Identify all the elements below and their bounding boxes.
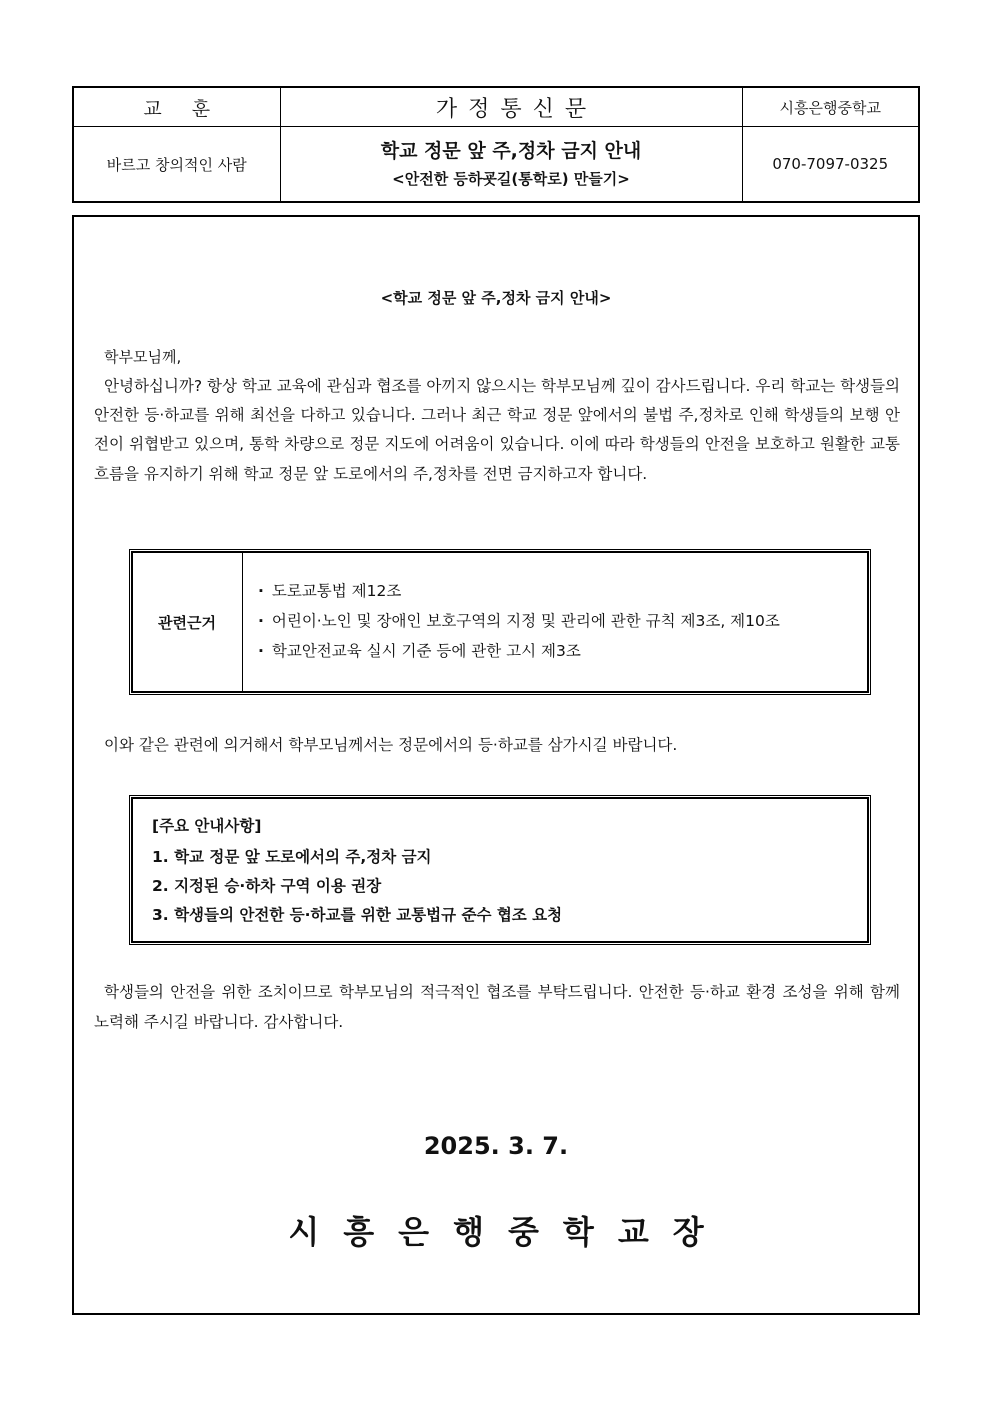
legal-basis-list bbox=[258, 576, 780, 666]
key-notice-item: 2. 지정된 승·하차 구역 이용 권장 bbox=[152, 877, 382, 895]
letter-body bbox=[72, 215, 920, 1315]
school-name: 시흥은행중학교 bbox=[742, 88, 918, 127]
phone-number: 070-7097-0325 bbox=[742, 127, 918, 202]
newsletter-title: 가정통신문 bbox=[280, 88, 742, 127]
legal-basis-item: · 어린이·노인 및 장애인 보호구역의 지정 및 관리에 관한 규칙 제3조, 제10조 bbox=[258, 606, 780, 636]
issue-date: 2025. 3. 7. bbox=[423, 1132, 569, 1160]
legal-basis-item: · 학교안전교육 실시 기준 등에 관한 고시 제3조 bbox=[258, 636, 780, 666]
intro-paragraph: 안녕하십니까? 항상 학교 교육에 관심과 협조를 아끼지 않으시는 학부모님께 깊이 감사드립니다. 우리 학교는 학생들의 안전한 등·하교를 위해 최선을 다하고 있습니다. 그러나 최근 학교 정문 앞에서의 불법 주,정차로 인해 학생들의 보행 안전이 위협받고 있으며, 통학 차량으로 정문 지도에 어려움이 있습니다. 이에 따라 학생들의 안전을 보호하고 원활한 교통 흐름을 유지하기 위해 학교 정문 앞 도로에서의 주,정차를 전면 금지하고자 합니다. bbox=[94, 377, 900, 483]
legal-basis-box bbox=[129, 549, 871, 695]
key-notice-box bbox=[129, 795, 871, 945]
subtitle: <안전한 등하굣길(통학로) 만들기> bbox=[392, 170, 630, 188]
key-notice-title: [주요 안내사항] bbox=[152, 817, 262, 835]
header-table bbox=[74, 88, 918, 201]
key-notice-item: 3. 학생들의 안전한 등·하교를 위한 교통법규 준수 협조 요청 bbox=[152, 906, 563, 924]
legal-basis-item: · 도로교통법 제12조 bbox=[258, 576, 780, 606]
title-cell bbox=[280, 127, 742, 202]
main-title: 학교 정문 앞 주,정차 금지 안내 bbox=[380, 140, 642, 162]
newsletter-header bbox=[72, 86, 920, 203]
school-motto: 바르고 창의적인 사람 bbox=[74, 127, 280, 202]
closing-paragraph: 학생들의 안전을 위한 조치이므로 학부모님의 적극적인 협조를 부탁드립니다. 안전한 등·하교 환경 조성을 위해 함께 노력해 주시길 바랍니다. 감사합니다. bbox=[94, 983, 900, 1031]
motto-label: 교훈 bbox=[74, 88, 280, 127]
letter-heading: <학교 정문 앞 주,정차 금지 안내> bbox=[380, 289, 612, 307]
key-notice-list bbox=[152, 843, 562, 930]
salutation: 학부모님께, bbox=[104, 348, 182, 366]
request-sentence: 이와 같은 관련에 의거해서 학부모님께서는 정문에서의 등·하교를 삼가시길 바랍니다. bbox=[104, 736, 678, 754]
legal-basis-label: 관련근거 bbox=[132, 552, 243, 692]
principal-signature: 시흥은행중학교장 bbox=[288, 1213, 728, 1251]
key-notice-item: 1. 학교 정문 앞 도로에서의 주,정차 금지 bbox=[152, 848, 432, 866]
